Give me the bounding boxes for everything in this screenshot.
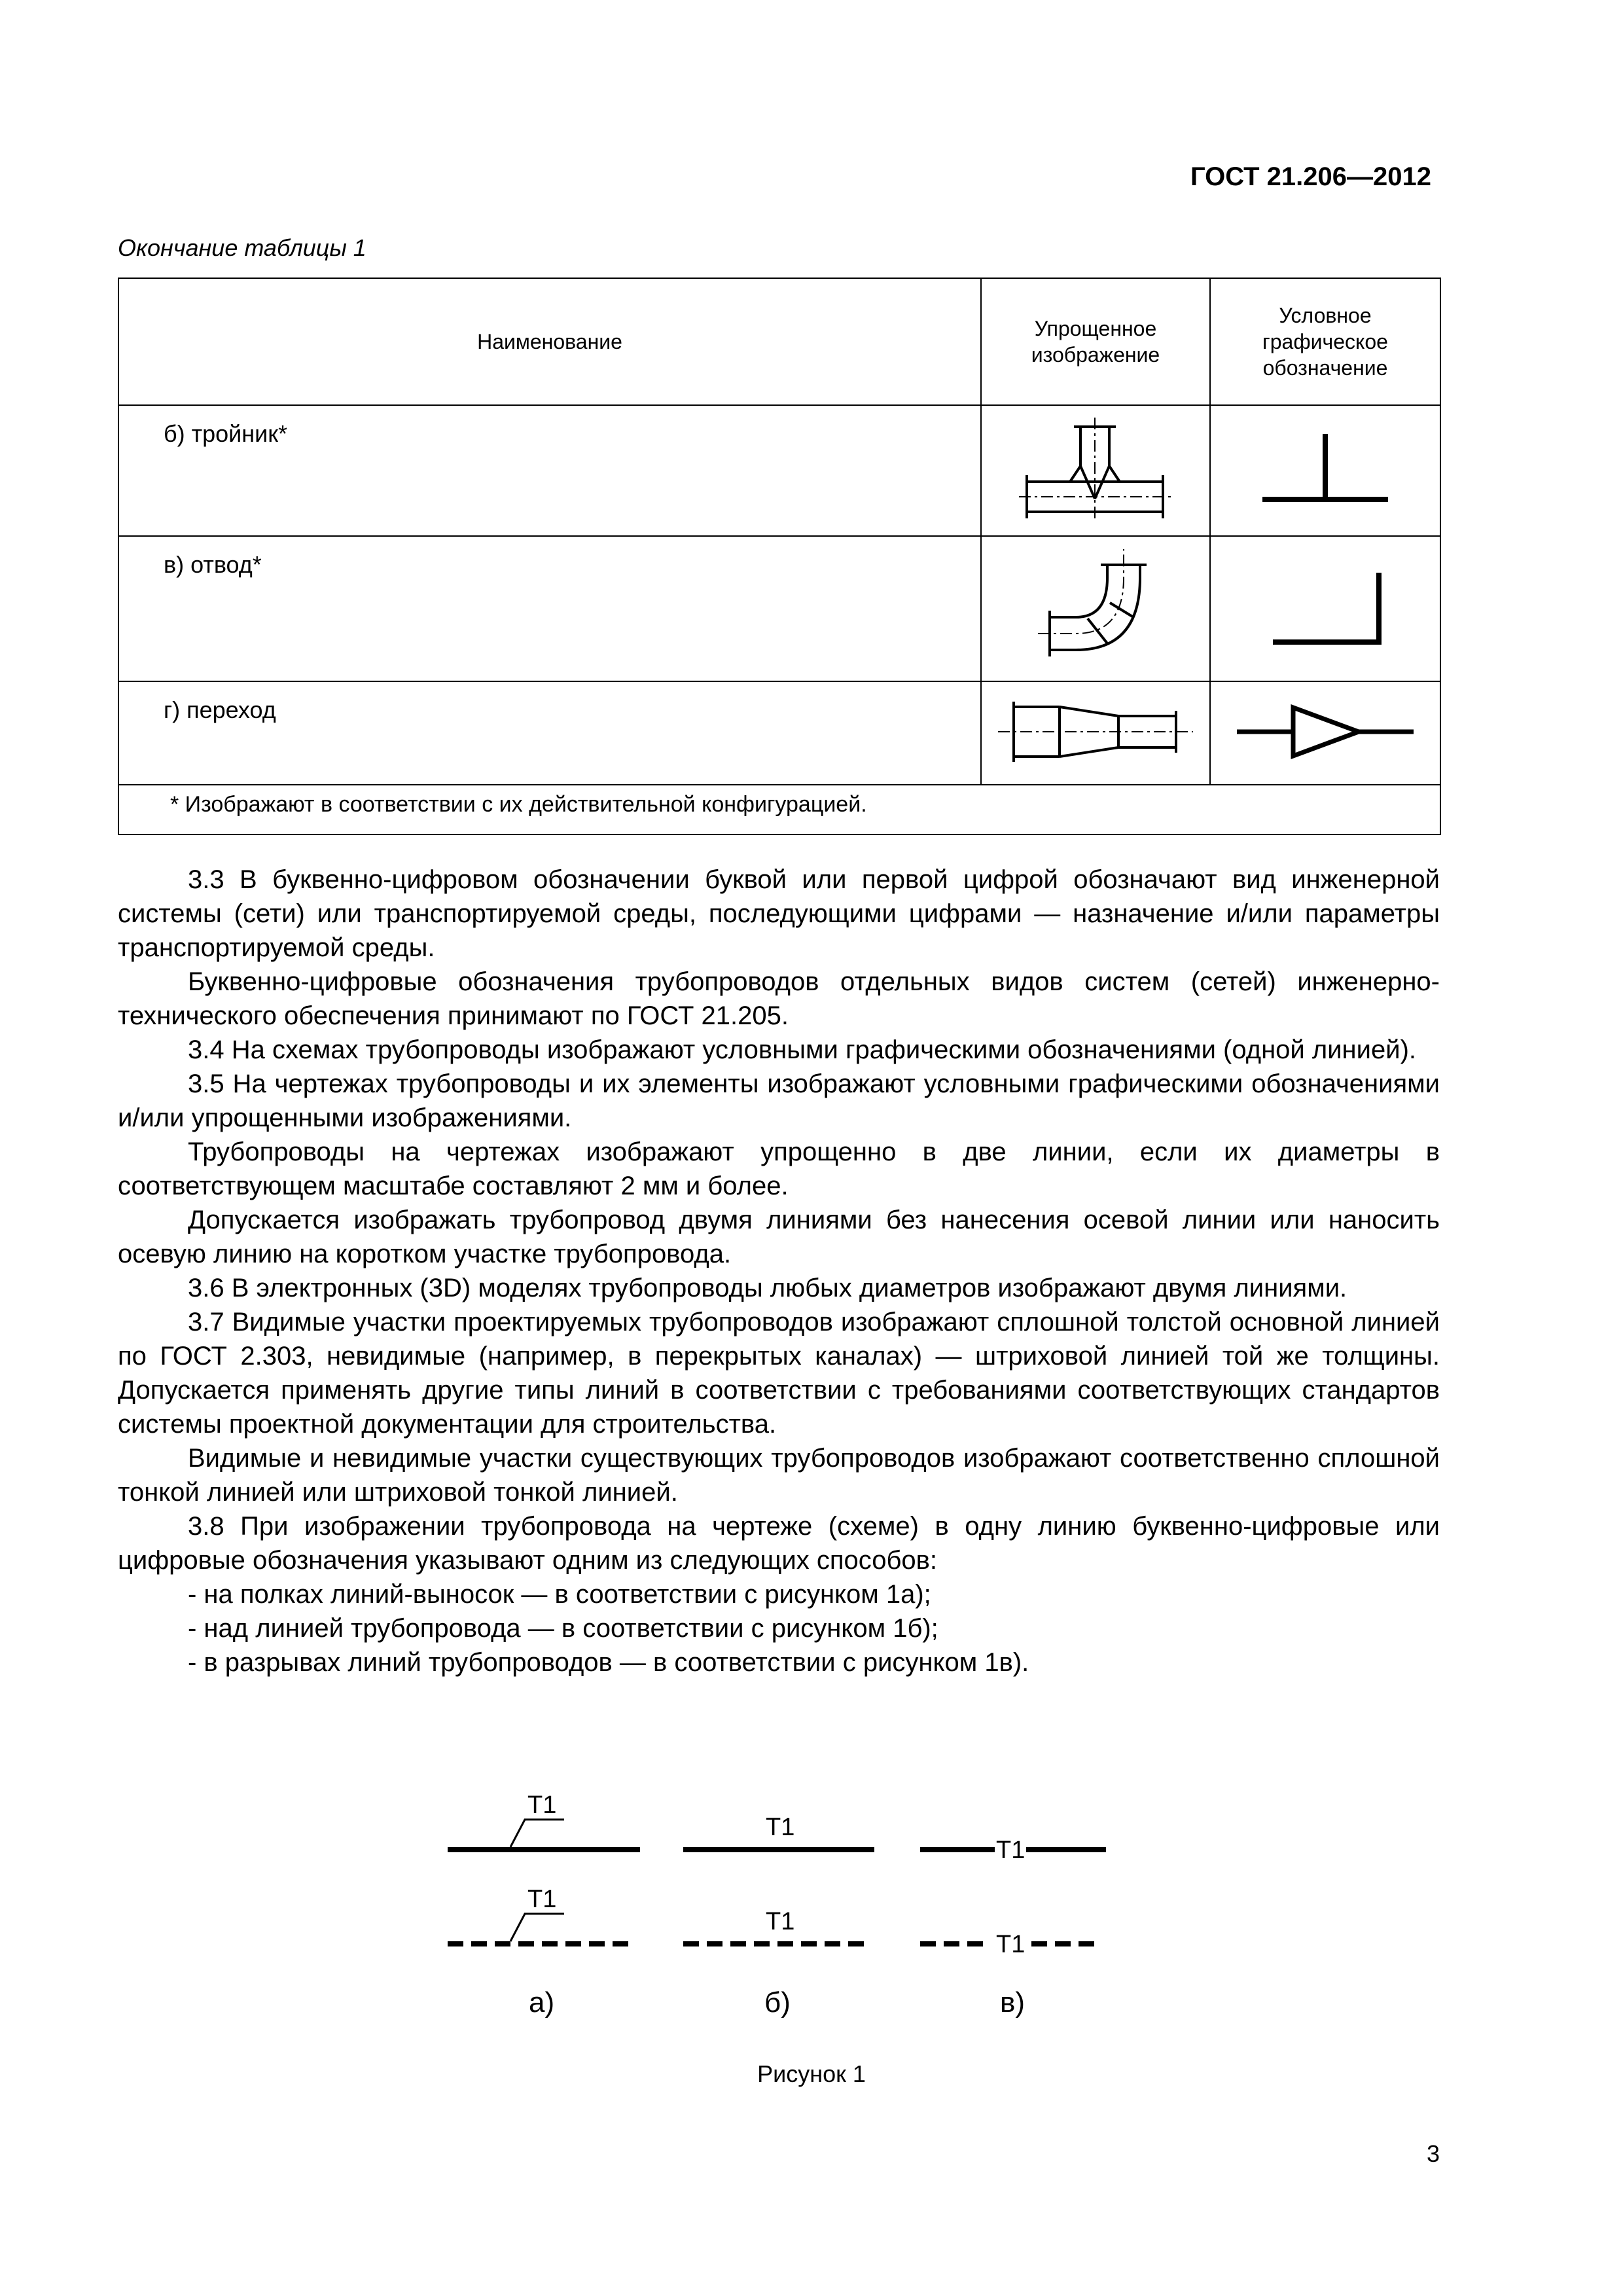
label-solid-v: Т1 xyxy=(996,1837,1026,1864)
table-row xyxy=(118,405,1440,536)
reducer-symbol-icon xyxy=(1230,696,1420,768)
table-row xyxy=(118,536,1440,681)
paragraph: 3.5 На чертежах трубопроводы и их элементы изображают условными графическими обозначениями и/или упрощенными изображениями. xyxy=(118,1069,1440,1132)
label-dashed-b: Т1 xyxy=(766,1908,795,1935)
column-header-symbol xyxy=(1210,278,1440,405)
page-number: 3 xyxy=(1426,2140,1440,2167)
sublabel-a: а) xyxy=(529,1986,555,2018)
sublabel-v: в) xyxy=(1000,1986,1026,2018)
row-label-reducer: г) переход xyxy=(118,681,981,785)
column-header-symbol-text: Условное графическое обозначение xyxy=(1262,304,1388,380)
paragraph: Допускается изображать трубопровод двумя линиями без нанесения осевой линии или наносить осевую линию на коротком участке трубопровода. xyxy=(118,1206,1440,1268)
table-caption: Окончание таблицы 1 xyxy=(118,234,366,261)
paragraph: 3.7 Видимые участки проектируемых трубопроводов изображают сплошной толстой основной линией по ГОСТ 2.303, невидимые (например, в перекрытых каналах) — штриховой линией той же толщины. Допускается применять другие типы линий в соответствии с требованиями соответствующих стандартов системы проектной документации для строительства. xyxy=(118,1308,1440,1439)
figure-1 xyxy=(393,1767,1178,2042)
document-code: ГОСТ 21.206—2012 xyxy=(1190,162,1431,191)
pipe-elements-table xyxy=(118,278,1441,835)
elbow-symbol-cell xyxy=(1210,536,1440,681)
tee-symbol-icon xyxy=(1253,423,1397,515)
paragraph: Трубопроводы на чертежах изображают упрощенно в две линии, если их диаметры в соответствующем масштабе составляют 2 мм и более. xyxy=(118,1138,1440,1200)
list-item: - на полках линий-выносок — в соответствии с рисунком 1а); xyxy=(188,1580,931,1609)
table-header-row xyxy=(118,278,1440,405)
label-dashed-a: Т1 xyxy=(527,1886,557,1913)
column-header-simplified-text: Упрощенное изображение xyxy=(1031,317,1160,367)
tee-symbol-cell xyxy=(1210,405,1440,536)
reducer-simplified-icon xyxy=(994,692,1197,771)
tee-simplified-cell xyxy=(981,405,1210,536)
paragraph: 3.8 При изображении трубопровода на чертеже (схеме) в одну линию буквенно-цифровые или цифровые обозначения указывают одним из следующих способов: xyxy=(118,1512,1440,1575)
paragraph: 3.4 На схемах трубопроводы изображают условными графическими обозначениями (одной линией). xyxy=(188,1035,1417,1064)
label-solid-a: Т1 xyxy=(527,1791,557,1819)
tee-simplified-icon xyxy=(1014,414,1177,525)
figure-caption: Рисунок 1 xyxy=(757,2060,866,2087)
figure-variant-a xyxy=(448,1791,640,2018)
figure-variant-b xyxy=(683,1814,874,2018)
list-item: - над линией трубопровода — в соответствии с рисунком 1б); xyxy=(188,1614,938,1643)
reducer-simplified-cell xyxy=(981,681,1210,785)
table-footnote-row xyxy=(118,785,1440,834)
table-row xyxy=(118,681,1440,785)
sublabel-b: б) xyxy=(764,1986,791,2018)
elbow-symbol-icon xyxy=(1260,558,1391,656)
paragraph: 3.3 В буквенно-цифровом обозначении буквой или первой цифрой обозначают вид инженерной системы (сети) или транспортируемой среды, последующими цифрами — назначение и/или параметры транспортируемой среды. xyxy=(118,865,1440,962)
column-header-name: Наименование xyxy=(118,278,981,405)
elbow-simplified-cell xyxy=(981,536,1210,681)
column-header-simplified xyxy=(981,278,1210,405)
list-item: - в разрывах линий трубопроводов — в соответствии с рисунком 1в). xyxy=(188,1648,1029,1677)
figure-variant-v xyxy=(920,1837,1106,2018)
row-label-tee: б) тройник* xyxy=(118,405,981,536)
paragraph: Видимые и невидимые участки существующих трубопроводов изображают соответственно сплошной тонкой линией или штриховой тонкой линией. xyxy=(118,1444,1440,1507)
label-dashed-v: Т1 xyxy=(996,1931,1026,1958)
row-label-elbow: в) отвод* xyxy=(118,536,981,681)
table-footnote: * Изображают в соответствии с их действительной конфигурацией. xyxy=(118,785,1440,834)
reducer-symbol-cell xyxy=(1210,681,1440,785)
elbow-simplified-icon xyxy=(1030,545,1161,670)
label-solid-b: Т1 xyxy=(766,1814,795,1841)
body-text xyxy=(118,863,1440,1679)
paragraph: 3.6 В электронных (3D) моделях трубопроводы любых диаметров изображают двумя линиями. xyxy=(188,1274,1347,1302)
paragraph: Буквенно-цифровые обозначения трубопроводов отдельных видов систем (сетей) инженерно-технического обеспечения принимают по ГОСТ 21.205. xyxy=(118,967,1440,1030)
